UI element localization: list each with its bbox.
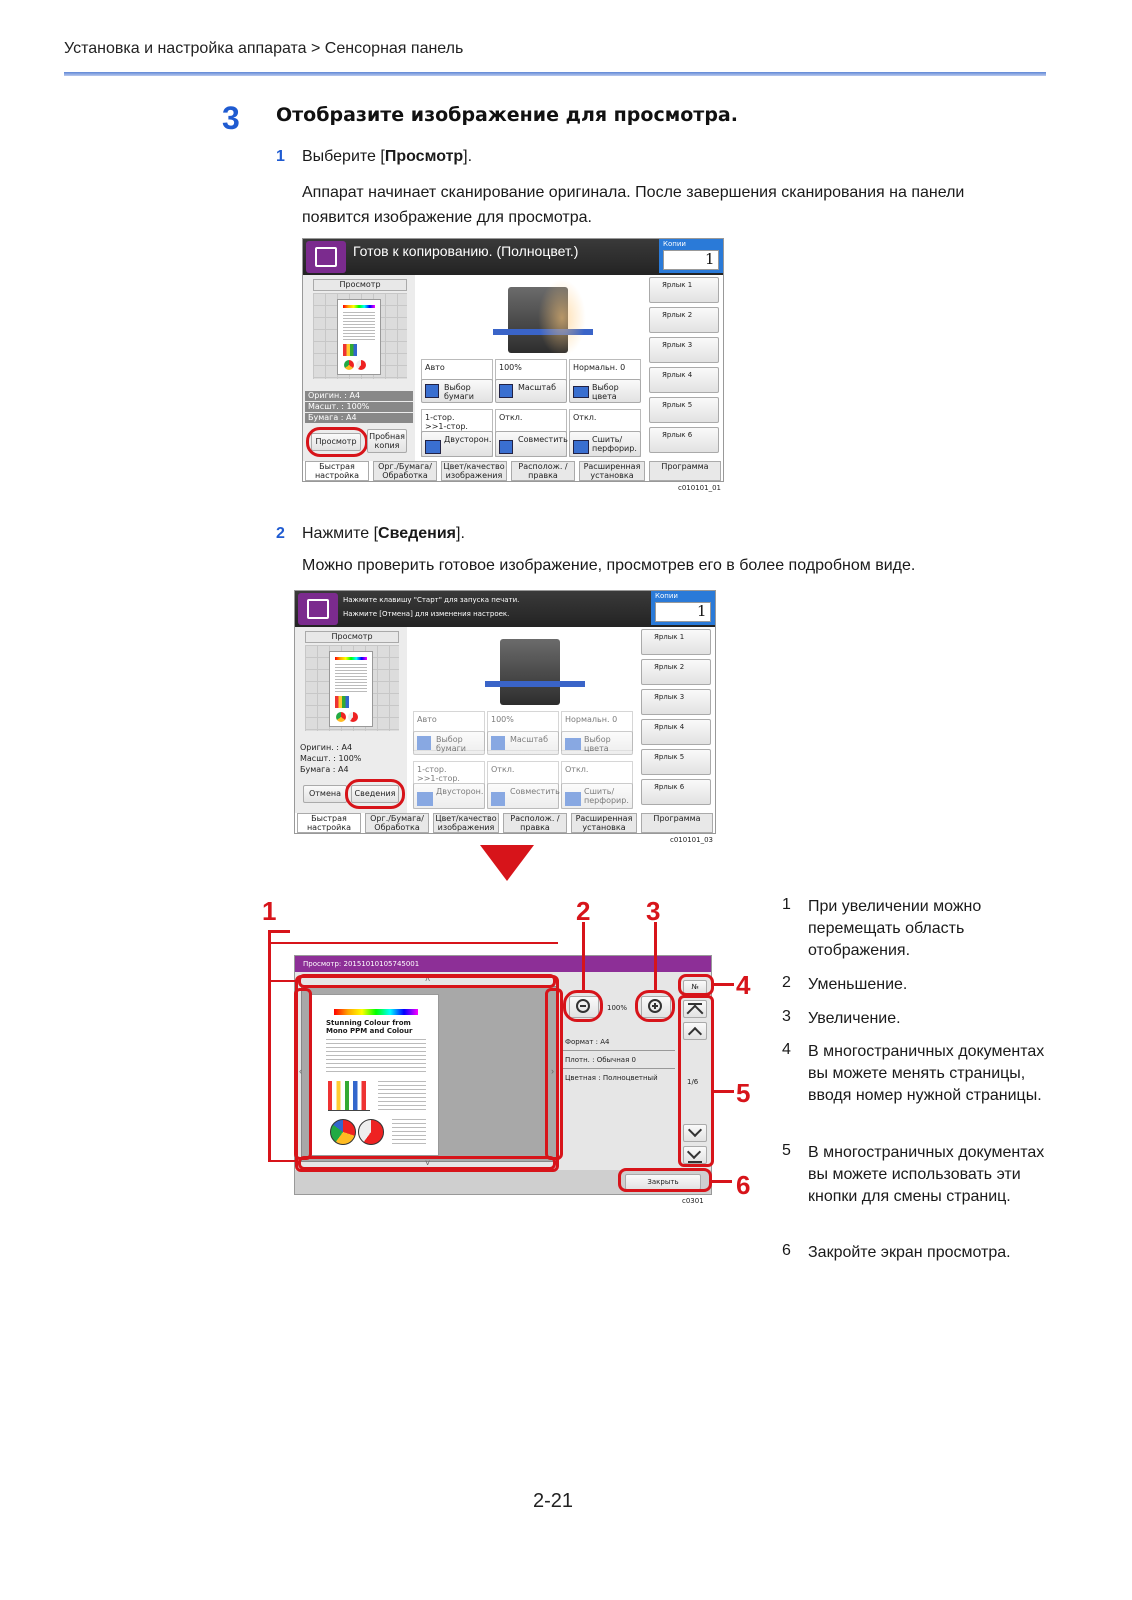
staple-punch-button-2: Сшить/ перфорир. xyxy=(561,783,633,809)
step-title: Отобразите изображение для просмотра. xyxy=(276,104,738,126)
copies-box[interactable] xyxy=(659,239,723,273)
preview-doc-title: Stunning Colour from Mono PPM and Colour xyxy=(326,1019,413,1035)
original-size: Оригин. : A4 xyxy=(305,391,413,401)
details-button[interactable]: Сведения xyxy=(351,785,399,803)
callout-line-4 xyxy=(714,983,734,986)
duplex-icon-2 xyxy=(417,792,433,806)
shortcut-2-3[interactable]: Ярлык 3 xyxy=(641,689,711,715)
copy-icon-glyph xyxy=(315,247,337,267)
copies-label: Копии xyxy=(663,240,686,248)
color-info: Цветная : Полноцветный xyxy=(565,1074,658,1082)
duplex-button-2: Двусторон. xyxy=(413,783,485,809)
scroll-up-icon[interactable]: ˄ xyxy=(425,974,431,984)
tab-quick-setup-2[interactable]: Быстрая настройка xyxy=(297,813,361,833)
combine-button[interactable]: Совместить xyxy=(495,431,567,457)
staple-icon-2 xyxy=(565,792,581,806)
setting-card-3[interactable]: Нормальн. 0 xyxy=(569,359,641,399)
status-message-1: Нажмите клавишу "Старт" для запуска печати. xyxy=(343,596,520,604)
format-info: Формат : A4 xyxy=(565,1038,610,1046)
zoom-level: 100% xyxy=(607,1004,628,1012)
status-text: Готов к копированию. (Полноцвет.) xyxy=(353,243,579,259)
shortcut-2-2[interactable]: Ярлык 2 xyxy=(641,659,711,685)
figure-code-3: c0301 xyxy=(682,1197,704,1205)
staple-punch-button[interactable]: Сшить/ перфорир. xyxy=(569,431,641,457)
callout-line-5 xyxy=(714,1090,734,1093)
header-rule xyxy=(64,72,1046,76)
tab-org-paper-2[interactable]: Орг./Бумага/ Обработка xyxy=(365,813,429,833)
preview-label-2: Просмотр xyxy=(305,631,399,643)
scale-value: Масшт. : 100% xyxy=(305,402,413,412)
paper-select-button[interactable]: Выбор бумаги xyxy=(421,379,493,403)
duplex-button[interactable]: Двусторон. xyxy=(421,431,493,457)
preview-thumbnail-2 xyxy=(329,651,373,727)
note-1-number: 1 xyxy=(782,896,791,913)
staple-icon xyxy=(573,440,589,454)
callout-line-1-vertical xyxy=(268,930,271,1162)
shortcut-3[interactable]: Ярлык 3 xyxy=(649,337,719,363)
tab-advanced[interactable]: Расширенная установка xyxy=(579,461,645,481)
shortcut-2-6[interactable]: Ярлык 6 xyxy=(641,779,711,805)
scroll-down-icon[interactable]: ˅ xyxy=(425,1158,431,1168)
down-arrow-icon xyxy=(480,845,534,881)
tab-layout-edit-2[interactable]: Располож. /правка xyxy=(503,813,567,833)
note-6-text: Закройте экран просмотра. xyxy=(808,1244,1011,1261)
note-3-text: Увеличение. xyxy=(808,1010,901,1027)
preview-button[interactable]: Просмотр xyxy=(311,433,361,451)
substep-1-number: 1 xyxy=(276,148,285,165)
substep-1-description: Аппарат начинает сканирование оригинала. После завершения сканирования на панели появится изображение для просмотра. xyxy=(302,184,965,226)
highlight-bottom-scroll xyxy=(298,1156,556,1170)
color-select-button[interactable]: Выбор цвета xyxy=(569,379,641,403)
callout-line-1-b xyxy=(268,980,298,982)
callout-line-1-a xyxy=(268,942,558,944)
setting-card-2-2: 100% xyxy=(487,711,559,751)
note-2-number: 2 xyxy=(782,974,791,991)
tab-org-paper[interactable]: Орг./Бумага/ Обработка xyxy=(373,461,437,481)
setting-card-5[interactable]: Откл. xyxy=(495,409,567,457)
shortcut-2-1[interactable]: Ярлык 1 xyxy=(641,629,711,655)
copy-icon-glyph-2 xyxy=(307,599,329,619)
note-2-text: Уменьшение. xyxy=(808,976,908,993)
preview-button-highlight xyxy=(306,427,368,457)
substep-1-instruction: Выберите [Просмотр]. xyxy=(302,148,473,165)
setting-card-1[interactable]: Авто xyxy=(421,359,493,399)
shortcut-6[interactable]: Ярлык 6 xyxy=(649,427,719,453)
substep-2-description: Можно проверить готовое изображение, просмотрев его в более подробном виде. xyxy=(302,557,916,574)
scroll-left-icon[interactable]: ‹ xyxy=(299,1066,302,1076)
tab-quick-setup[interactable]: Быстрая настройка xyxy=(305,461,369,481)
copies-value-2: 1 xyxy=(697,602,707,620)
shortcut-1[interactable]: Ярлык 1 xyxy=(649,277,719,303)
callout-line-1-horizontal xyxy=(268,930,290,933)
callout-line-2 xyxy=(582,922,585,992)
setting-card-2[interactable]: 100% xyxy=(495,359,567,399)
callout-line-6 xyxy=(712,1180,732,1183)
note-4-text: В многостраничных документах вы можете менять страницы, вводя номер нужной страницы. xyxy=(808,1043,1045,1104)
machine-image-tray-2 xyxy=(485,681,585,687)
tab-layout-edit[interactable]: Располож. /правка xyxy=(511,461,575,481)
note-6-number: 6 xyxy=(782,1242,791,1259)
zoom-button-2: Масштаб xyxy=(487,731,559,755)
substep-2-number: 2 xyxy=(276,525,285,542)
note-5-text: В многостраничных документах вы можете использовать эти кнопки для смены страниц. xyxy=(808,1144,1045,1205)
copies-label-2: Копии xyxy=(655,592,678,600)
callout-5: 5 xyxy=(736,1078,751,1108)
machine-image-2 xyxy=(500,639,560,705)
zoom-icon-2 xyxy=(491,736,505,750)
info-divider-2 xyxy=(563,1068,675,1069)
combine-icon-2 xyxy=(491,792,505,806)
info-divider-1 xyxy=(563,1050,675,1051)
note-3-number: 3 xyxy=(782,1008,791,1025)
combine-icon xyxy=(499,440,513,454)
callout-line-1-c xyxy=(268,1160,298,1162)
note-4-number: 4 xyxy=(782,1041,791,1058)
paper-size: Бумага : A4 xyxy=(305,413,413,423)
callout-4: 4 xyxy=(736,970,751,1000)
cancel-button[interactable]: Отмена xyxy=(303,785,347,803)
tab-program[interactable]: Программа xyxy=(649,461,721,481)
duplex-icon xyxy=(425,440,441,454)
preview-title: Просмотр: 20151010105745001 xyxy=(303,960,420,968)
paper-icon-2 xyxy=(417,736,431,750)
status-message-2: Нажмите [Отмена] для изменения настроек. xyxy=(343,610,510,618)
combine-button-2: Совместить xyxy=(487,783,559,809)
scale-value-2: Масшт. : 100% xyxy=(300,754,362,763)
copies-box-2[interactable] xyxy=(651,591,715,625)
page-number-button[interactable]: № xyxy=(683,980,707,994)
proof-copy-button[interactable]: Пробная копия xyxy=(367,429,407,453)
page-number: 2-21 xyxy=(533,1490,574,1512)
tab-color-quality[interactable]: Цвет/качество изображения xyxy=(441,461,507,481)
shortcut-5[interactable]: Ярлык 5 xyxy=(649,397,719,423)
shortcut-4[interactable]: Ярлык 4 xyxy=(649,367,719,393)
tab-program-2[interactable]: Программа xyxy=(641,813,713,833)
paper-select-button-2: Выбор бумаги xyxy=(413,731,485,755)
close-button[interactable]: Закрыть xyxy=(625,1174,701,1190)
callout-line-3 xyxy=(654,922,657,992)
scroll-right-icon[interactable]: › xyxy=(551,1066,554,1076)
step-number: 3 xyxy=(222,100,240,136)
highlight-zoom-in xyxy=(635,990,675,1022)
highlight-left-scroll xyxy=(294,988,312,1160)
page-indicator: 1/6 xyxy=(687,1078,699,1086)
paper-size-2: Бумага : A4 xyxy=(300,765,349,774)
figure-code-2: c010101_03 xyxy=(670,836,713,844)
callout-1: 1 xyxy=(262,896,277,926)
callout-3: 3 xyxy=(646,896,661,926)
setting-card-2-3: Нормальн. 0 xyxy=(561,711,633,751)
color-icon xyxy=(573,386,589,398)
highlight-viewport xyxy=(295,975,559,1172)
copy-panel-screen-2 xyxy=(294,590,716,834)
breadcrumb: Установка и настройка аппарата > Сенсорная панель xyxy=(64,40,464,57)
setting-card-4[interactable]: 1-стор. >>1-стор. xyxy=(421,409,493,457)
copy-panel-screen-1 xyxy=(302,238,724,482)
note-5-number: 5 xyxy=(782,1142,791,1159)
color-select-button-2: Выбор цвета xyxy=(561,731,633,755)
tab-advanced-2[interactable]: Расширенная установка xyxy=(571,813,637,833)
setting-card-2-6: Откл. xyxy=(561,761,633,809)
original-size-2: Оригин. : A4 xyxy=(300,743,353,752)
figure-code-1: c010101_01 xyxy=(678,484,721,492)
copies-value: 1 xyxy=(705,250,715,268)
note-1-text: При увеличении можно перемещать область отображения. xyxy=(808,898,982,959)
callout-6: 6 xyxy=(736,1170,751,1200)
setting-card-6[interactable]: Откл. xyxy=(569,409,641,457)
highlight-close xyxy=(618,1168,712,1192)
machine-image-glow xyxy=(538,279,586,357)
setting-card-2-5: Откл. xyxy=(487,761,559,809)
preview-thumbnail xyxy=(337,299,381,375)
color-icon-2 xyxy=(565,738,581,750)
details-button-highlight xyxy=(345,779,405,809)
setting-card-2-4: 1-стор. >>1-стор. xyxy=(413,761,485,809)
shortcut-2[interactable]: Ярлык 2 xyxy=(649,307,719,333)
shortcut-2-4[interactable]: Ярлык 4 xyxy=(641,719,711,745)
zoom-button[interactable]: Масштаб xyxy=(495,379,567,403)
preview-label: Просмотр xyxy=(313,279,407,291)
highlight-top-scroll xyxy=(298,974,556,988)
tab-color-quality-2[interactable]: Цвет/качество изображения xyxy=(433,813,499,833)
highlight-zoom-out xyxy=(563,990,603,1022)
paper-icon xyxy=(425,384,439,398)
callout-2: 2 xyxy=(576,896,591,926)
substep-2-instruction: Нажмите [Сведения]. xyxy=(302,525,465,542)
setting-card-2-1: Авто xyxy=(413,711,485,751)
density-info: Плотн. : Обычная 0 xyxy=(565,1056,636,1064)
zoom-icon xyxy=(499,384,513,398)
highlight-page-number xyxy=(678,974,714,996)
shortcut-2-5[interactable]: Ярлык 5 xyxy=(641,749,711,775)
highlight-right-scroll xyxy=(545,988,563,1160)
highlight-page-nav xyxy=(678,995,714,1167)
